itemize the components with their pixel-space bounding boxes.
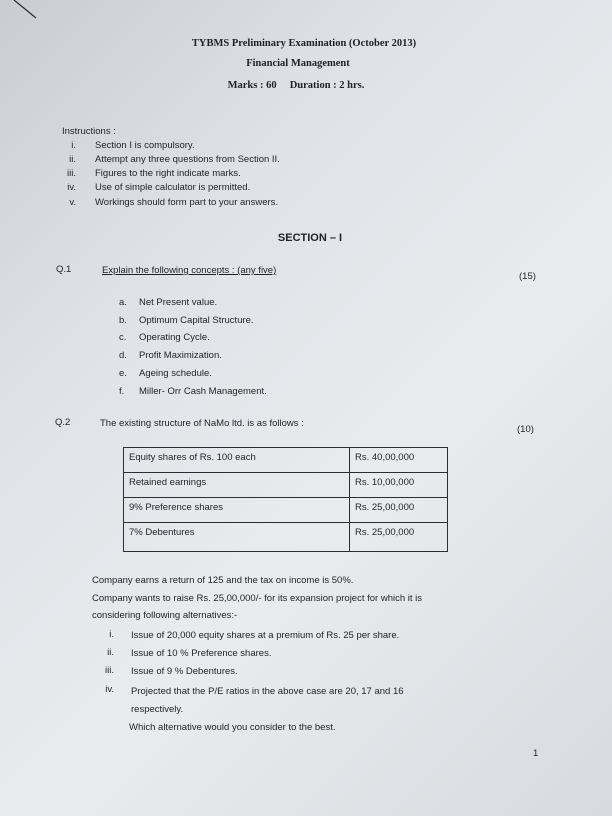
table-cell-amount: Rs. 40,00,000 <box>350 448 448 473</box>
instruction-num: iv. <box>67 182 76 193</box>
q1-item-text: Profit Maximization. <box>139 350 222 361</box>
instructions-heading: Instructions : <box>62 126 116 137</box>
instruction-text: Workings should form part to your answers. <box>95 197 279 208</box>
q1-item-letter: c. <box>119 332 127 343</box>
q1-item-text: Operating Cycle. <box>139 332 210 343</box>
instruction-text: Section I is compulsory. <box>95 140 195 151</box>
table-cell-item: Retained earnings <box>124 473 350 498</box>
q1-item-text: Ageing schedule. <box>139 368 212 379</box>
section-title: SECTION – I <box>277 232 343 244</box>
q1-item-letter: b. <box>119 315 127 326</box>
alternative-num: ii. <box>107 647 114 658</box>
alternative-continuation: respectively. <box>131 704 184 715</box>
table-cell-item: 9% Preference shares <box>124 498 350 523</box>
q1-item-text: Optimum Capital Structure. <box>139 315 254 326</box>
instruction-text: Figures to the right indicate marks. <box>95 168 241 179</box>
alternative-num: iii. <box>105 665 114 676</box>
alternative-text: Issue of 10 % Preference shares. <box>131 648 272 659</box>
table-cell-amount: Rs. 25,00,000 <box>350 523 448 552</box>
exam-title: TYBMS Preliminary Examination (October 2013) <box>191 38 417 49</box>
instruction-num: iii. <box>67 168 76 179</box>
table-cell-amount: Rs. 25,00,000 <box>350 498 448 523</box>
q2-paragraph: Company earns a return of 125 and the tax on income is 50%. <box>92 575 354 586</box>
alternative-text: Projected that the P/E ratios in the above case are 20, 17 and 16 <box>131 686 404 697</box>
capital-structure-table <box>123 447 448 552</box>
q1-marks: (15) <box>519 271 536 282</box>
q2-paragraph: Company wants to raise Rs. 25,00,000/- for its expansion project for which it is <box>92 593 423 604</box>
instruction-num: i. <box>71 140 76 151</box>
page-number: 1 <box>533 748 539 759</box>
marks-duration: Marks : 60 Duration : 2 hrs. <box>227 80 365 91</box>
alternative-num: iv. <box>105 684 114 695</box>
q2-text: The existing structure of NaMo ltd. is as follows : <box>100 418 304 429</box>
table-row <box>124 448 448 473</box>
q1-item-text: Miller- Orr Cash Management. <box>139 386 267 397</box>
instruction-text: Attempt any three questions from Section II. <box>95 154 280 165</box>
q1-item-letter: f. <box>119 386 125 397</box>
q1-text: Explain the following concepts : (any five) <box>102 265 277 276</box>
table-row <box>124 498 448 523</box>
alternative-text: Issue of 9 % Debentures. <box>131 666 238 677</box>
instruction-num: v. <box>69 197 76 208</box>
q1-item-letter: e. <box>119 368 127 379</box>
table-cell-amount: Rs. 10,00,000 <box>350 473 448 498</box>
q2-paragraph: considering following alternatives:- <box>92 610 238 621</box>
q1-item-letter: a. <box>119 297 127 308</box>
q2-question: Which alternative would you consider to the best. <box>129 722 336 733</box>
q1-number: Q.1 <box>56 264 72 275</box>
instruction-text: Use of simple calculator is permitted. <box>95 182 251 193</box>
q2-marks: (10) <box>517 424 534 435</box>
pen-mark <box>10 0 40 22</box>
table-cell-item: Equity shares of Rs. 100 each <box>124 448 350 473</box>
subject-title: Financial Management <box>246 58 350 69</box>
table-row <box>124 523 448 552</box>
q2-number: Q.2 <box>55 417 71 428</box>
q1-item-text: Net Present value. <box>139 297 218 308</box>
alternative-num: i. <box>109 629 114 640</box>
alternative-text: Issue of 20,000 equity shares at a premium of Rs. 25 per share. <box>131 630 400 641</box>
q1-item-letter: d. <box>119 350 127 361</box>
table-row <box>124 473 448 498</box>
instruction-num: ii. <box>69 154 76 165</box>
table-cell-item: 7% Debentures <box>124 523 350 552</box>
